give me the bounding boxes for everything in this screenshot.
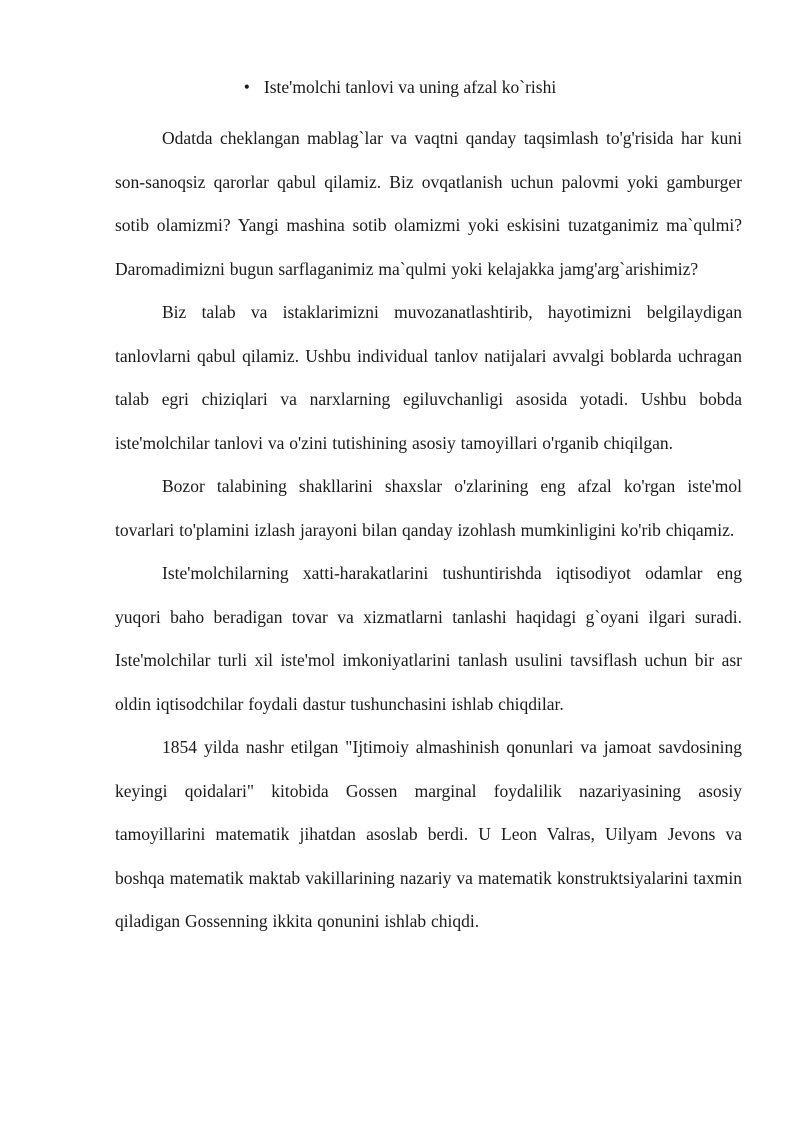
section-heading — [0, 74, 800, 100]
section-heading-text: Iste'molchi tanlovi va uning afzal ko`rishi — [263, 77, 557, 97]
bullet-icon: • — [243, 77, 250, 97]
paragraph-1: Odatda cheklangan mablag`lar va vaqtni qanday taqsimlash to'g'risida har kuni son-sanoqsiz qarorlar qabul qilamiz. Biz ovqatlanish uchun palovmi yoki gamburger sotib olamizmi? Yangi mashina sotib olamizmi yoki eskisini tuzatganimiz ma`qulmi? Daromadimizni bugun sarflaganimiz ma`qulmi yoki kelajakka jamg'arg`arishimiz? — [115, 128, 742, 279]
paragraph-4: Iste'molchilarning xatti-harakatlarini tushuntirishda iqtisodiyot odamlar eng yuqori baho beradigan tovar va xizmatlarni tanlashi haqidagi g`oyani ilgari suradi. Iste'molchilar turli xil iste'mol imkoniyatlarini tanlash usulini tavsiflash uchun bir asr oldin iqtisodchilar foydali dastur tushunchasini ishlab chiqdilar. — [115, 563, 742, 714]
paragraph-3: Bozor talabining shakllarini shaxslar o'zlarining eng afzal ko'rgan iste'mol tovarlari to'plamini izlash jarayoni bilan qanday izohlash mumkinligini ko'rib chiqamiz. — [115, 476, 742, 540]
paragraph-5: 1854 yilda nashr etilgan "Ijtimoiy almashinish qonunlari va jamoat savdosining keyingi qoidalari" kitobida Gossen marginal foydalilik nazariyasining asosiy tamoyillarini matematik jihatdan asoslab berdi. U Leon Valras, Uilyam Jevons va boshqa matematik maktab vakillarining nazariy va matematik konstruktsiyalarini taxmin qiladigan Gossenning ikkita qonunini ishlab chiqdi. — [115, 737, 742, 931]
paragraph-2: Biz talab va istaklarimizni muvozanatlashtirib, hayotimizni belgilaydigan tanlovlarni qabul qilamiz. Ushbu individual tanlov natijalari avvalgi boblarda uchragan talab egri chiziqlari va narxlarning egiluvchanligi asosida yotadi. Ushbu bobda iste'molchilar tanlovi va o'zini tutishining asosiy tamoyillari o'rganib chiqilgan. — [115, 302, 742, 453]
body-text — [115, 117, 742, 944]
